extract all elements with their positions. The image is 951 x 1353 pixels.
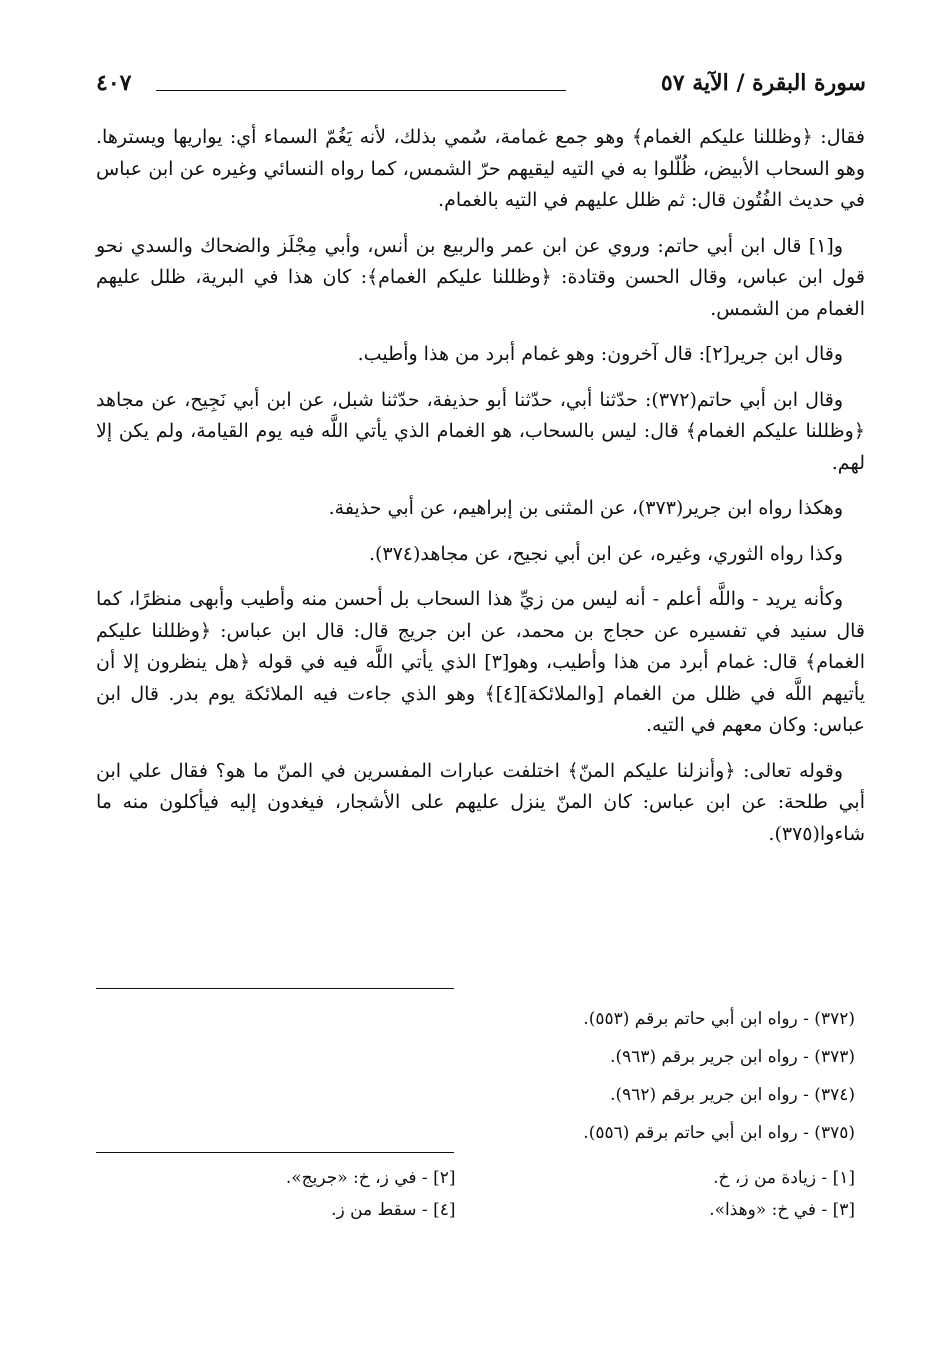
paragraph: وكذا رواه الثوري، وغيره، عن ابن أبي نجيح، عن مجاهد(٣٧٤).	[368, 542, 843, 565]
running-header	[96, 70, 866, 110]
footnotes	[96, 1000, 855, 1152]
notes-rule	[96, 1152, 454, 1153]
footnote-rule	[96, 988, 454, 989]
note-item: [١] - زيادة من ز، خ.	[713, 1168, 855, 1188]
surah-title: سورة البقرة / الآية ٥٧	[660, 70, 866, 96]
footnote-item: (٣٧٢) - رواه ابن أبي حاتم برقم (٥٥٣).	[583, 1009, 855, 1029]
paragraph: فقال: ﴿وظللنا عليكم الغمام﴾ وهو جمع غمامة، سُمي بذلك، لأنه يَغُمّ السماء أي: يواريها ويسترها. وهو السحاب الأبيض، ظُلّلوا به في التيه ليقيهم حرّ الشمس، كما رواه النسائي وغيره عن ابن عباس في حديث الفُتُون قال: ثم ظلل عليهم في التيه بالغمام.	[96, 126, 865, 211]
header-rule	[156, 90, 566, 91]
note-item: [٣] - في خ: «وهذا».	[709, 1200, 855, 1220]
main-text	[96, 122, 865, 864]
paragraph: وكأنه يريد - واللَّه أعلم - أنه ليس من زيِّ هذا السحاب بل أحسن منه وأطيب وأبهى منظرًا، كما قال سنيد في تفسيره عن حجاج بن محمد، عن ابن جريج قال: قال ابن عباس: ﴿وظللنا عليكم الغمام﴾ قال: غمام أبرد من هذا وأطيب، وهو[٣] الذي يأتي اللَّه فيه في قوله ﴿هل ينظرون إلا أن يأتيهم اللَّه في ظلل من الغمام [والملائكة][٤]﴾ وهو الذي جاءت فيه الملائكة يوم بدر. قال ابن عباس: وكان معهم في التيه.	[96, 588, 866, 736]
paragraph: وقال ابن جرير[٢]: قال آخرون: وهو غمام أبرد من هذا وأطيب.	[357, 343, 843, 365]
footnote-item: (٣٧٥) - رواه ابن أبي حاتم برقم (٥٥٦).	[583, 1123, 855, 1143]
manuscript-notes	[96, 1162, 855, 1226]
paragraph: وقوله تعالى: ﴿وأنزلنا عليكم المنّ﴾ اختلفت عبارات المفسرين في المنّ ما هو؟ فقال علي ابن أبي طلحة: عن ابن عباس: كان المنّ ينزل عليهم على الأشجار، فيغدون إليه فيأكلون منه ما شاءوا(٣٧٥).	[96, 759, 866, 845]
paragraph: وقال ابن أبي حاتم(٣٧٢): حدّثنا أبي، حدّثنا أبو حذيفة، حدّثنا شبل، عن ابن أبي نَجِيح، عن مجاهد ﴿وظللنا عليكم الغمام﴾ قال: ليس بالسحاب، هو الغمام الذي يأتي اللَّه فيه يوم القيامة، ولم يكن إلا لهم.	[96, 388, 865, 474]
note-item: [٢] - في ز، خ: «جريج».	[285, 1168, 456, 1188]
paragraph: وهكذا رواه ابن جرير(٣٧٣)، عن المثنى بن إبراهيم، عن أبي حذيفة.	[328, 497, 843, 519]
footnote-item: (٣٧٤) - رواه ابن جرير برقم (٩٦٢).	[610, 1085, 855, 1105]
note-item: [٤] - سقط من ز.	[331, 1200, 456, 1220]
paragraph: و[١] قال ابن أبي حاتم: وروي عن ابن عمر والربيع بن أنس، وأبي مِجْلَز والضحاك والسدي نحو قول ابن عباس، وقال الحسن وقتادة: ﴿وظللنا عليكم الغمام﴾: كان هذا في البرية، ظلل عليهم الغمام من الشمس.	[96, 234, 865, 320]
page-number: ٤٠٧	[96, 70, 132, 96]
footnote-item: (٣٧٣) - رواه ابن جرير برقم (٩٦٣).	[610, 1047, 855, 1067]
